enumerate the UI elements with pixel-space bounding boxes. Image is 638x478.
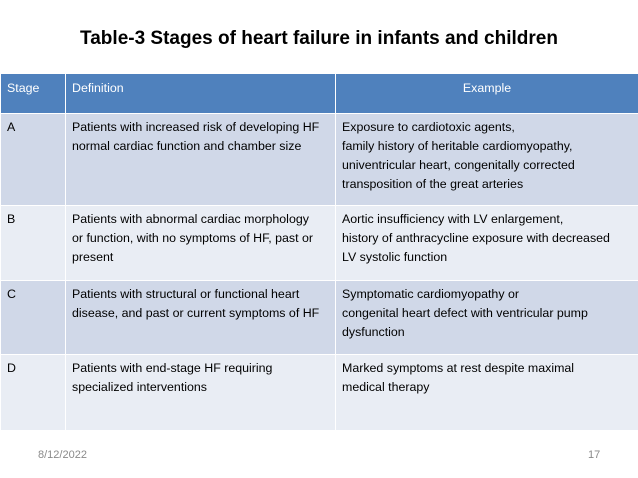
stage-cell: B [1, 206, 66, 281]
slide-title: Table-3 Stages of heart failure in infants and children [80, 28, 558, 49]
header-definition: Definition [66, 74, 336, 114]
definition-line: Patients with end-stage HF requiring [72, 361, 273, 375]
stage-cell: D [1, 355, 66, 431]
definition-cell [66, 114, 336, 206]
example-line: transposition of the great arteries [342, 177, 524, 191]
definition-line: Patients with abnormal cardiac morphology [72, 212, 309, 226]
definition-line: Patients with structural or functional heart [72, 287, 300, 301]
example-line: medical therapy [342, 380, 430, 394]
table-row [1, 206, 638, 281]
page-number: 17 [588, 449, 601, 461]
stage-cell: A [1, 114, 66, 206]
example-cell [336, 114, 638, 206]
definition-line: or function, with no symptoms of HF, past or [72, 231, 314, 245]
header-stage: Stage [1, 74, 66, 114]
header-example: Example [336, 74, 638, 114]
definition-line: present [72, 250, 114, 264]
example-line: congenital heart defect with ventricular pump [342, 306, 588, 320]
definition-line: normal cardiac function and chamber size [72, 139, 302, 153]
footer-date: 8/12/2022 [38, 449, 87, 461]
example-cell [336, 355, 638, 431]
example-line: univentricular heart, congenitally corrected [342, 158, 575, 172]
table-row [1, 355, 638, 431]
example-line: Marked symptoms at rest despite maximal [342, 361, 575, 375]
definition-cell [66, 355, 336, 431]
example-line: Aortic insufficiency with LV enlargement, [342, 212, 564, 226]
example-line: Exposure to cardiotoxic agents, [342, 120, 515, 134]
definition-cell [66, 281, 336, 355]
table-row [1, 114, 638, 206]
definition-line: Patients with increased risk of developing HF [72, 120, 320, 134]
definition-cell [66, 206, 336, 281]
example-line: dysfunction [342, 325, 405, 339]
table-header-row [1, 74, 638, 114]
example-cell [336, 206, 638, 281]
definition-line: disease, and past or current symptoms of HF [72, 306, 320, 320]
example-line: LV systolic function [342, 250, 448, 264]
stage-cell: C [1, 281, 66, 355]
example-line: family history of heritable cardiomyopathy, [342, 139, 573, 153]
example-cell [336, 281, 638, 355]
definition-line: specialized interventions [72, 380, 207, 394]
table-row [1, 281, 638, 355]
example-line: history of anthracycline exposure with decreased [342, 231, 610, 245]
example-line: Symptomatic cardiomyopathy or [342, 287, 519, 301]
heart-failure-stages-table [0, 73, 638, 431]
